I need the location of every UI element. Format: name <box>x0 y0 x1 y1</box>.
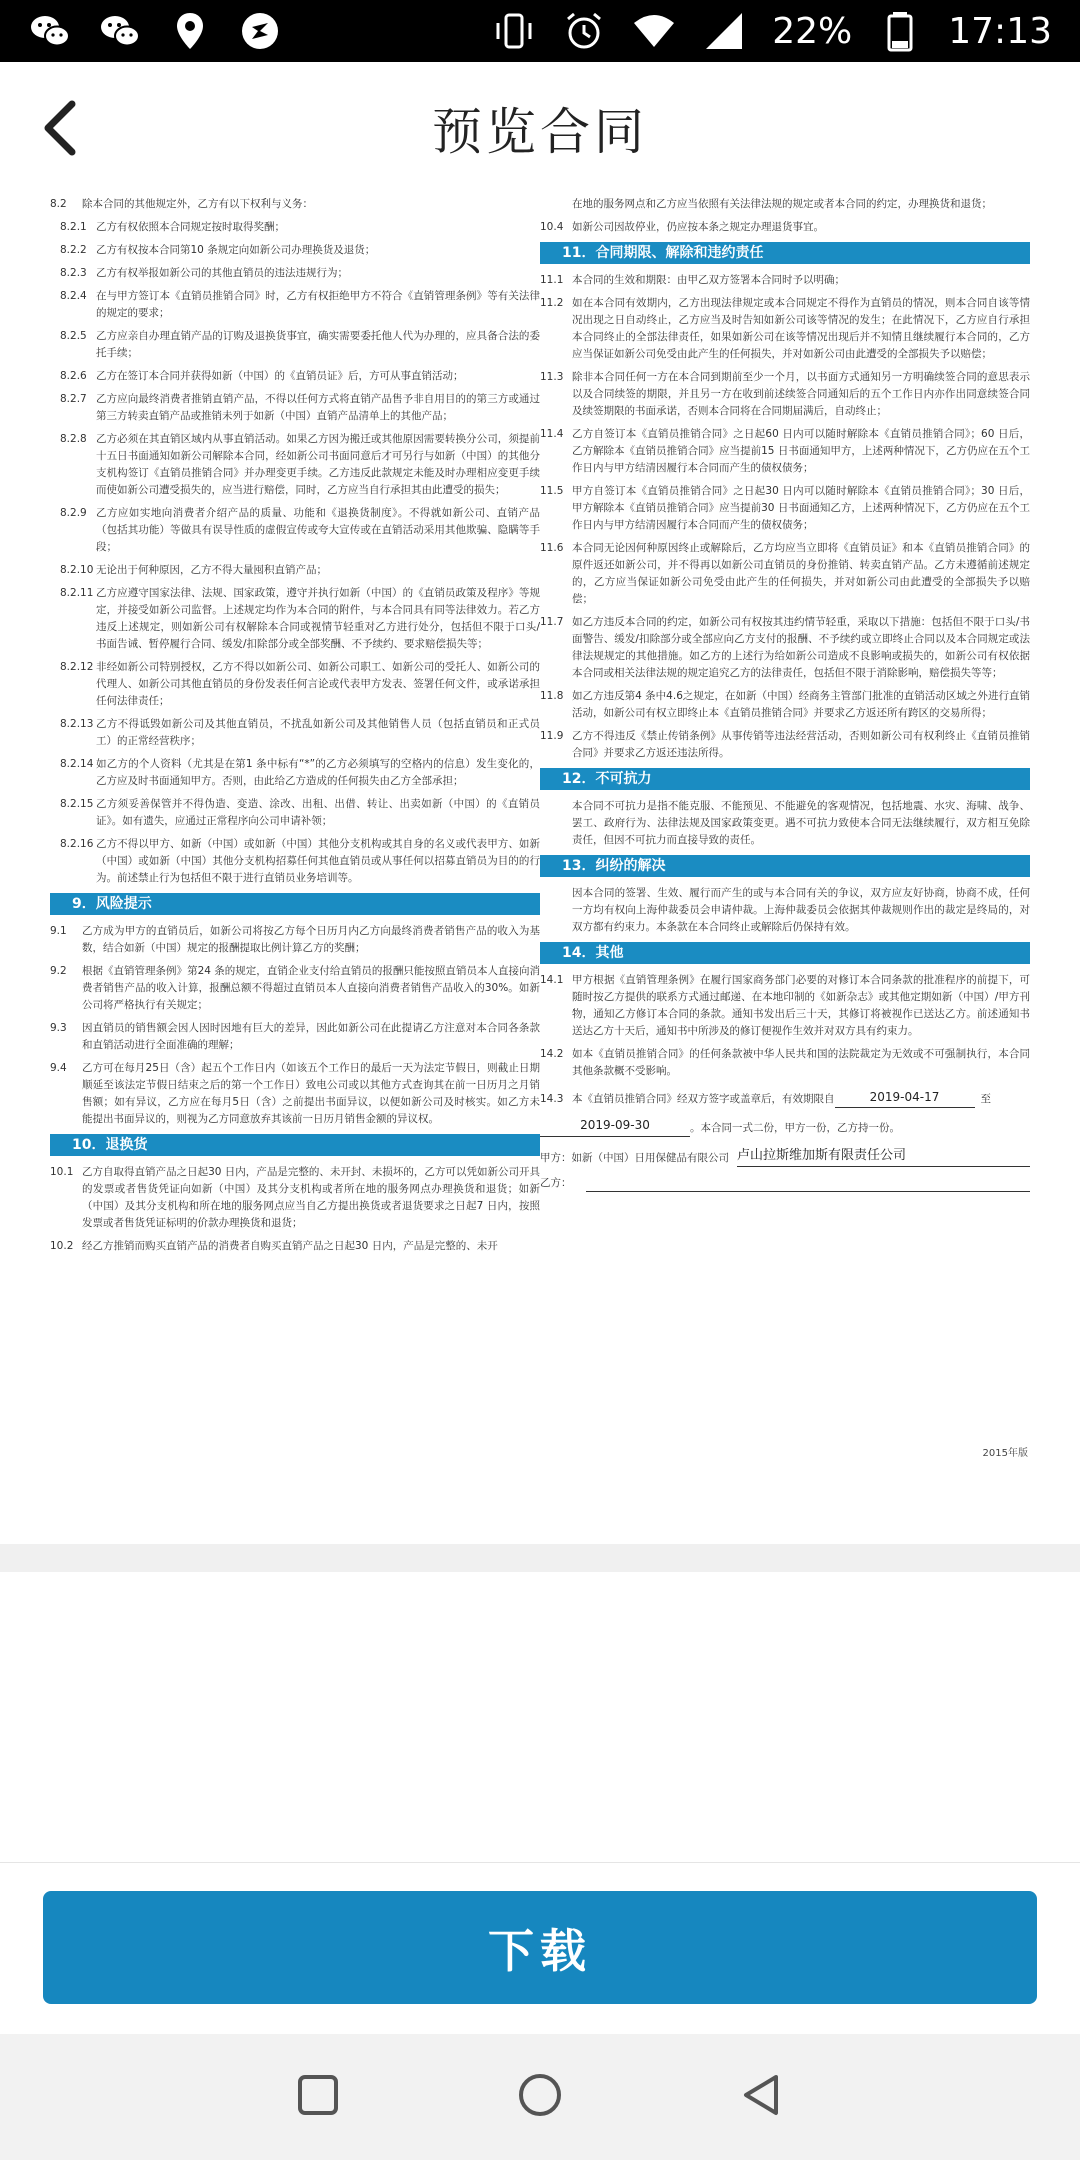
location-icon <box>168 9 212 53</box>
back-button[interactable] <box>26 90 102 166</box>
document-left-column <box>50 196 540 1261</box>
clause-8-2-1: 8.2.1 乙方有权依照本合同规定按时取得奖酬； <box>60 221 285 233</box>
clause-8-2-3: 8.2.3 乙方有权举报如新公司的其他直销员的违法违规行为； <box>60 267 348 279</box>
clause-11-5: 11.5 甲方自签订本《直销员推销合同》之日起30 日内可以随时解除本《直销员推销合同》；30 日后，甲方解除本《直销员推销合同》应当提前30 日书面通知乙方，上述两种情况下，乙方仍应在五个工作日内与甲方结清因履行本合同而产生的债权债务； <box>540 485 1030 531</box>
clause-14-3-end: 2019-09-30 。本合同一式二份，甲方一份，乙方持一份。 <box>540 1116 1030 1136</box>
signal-icon <box>702 9 746 53</box>
clause-10-1: 10.1 乙方自取得直销产品之日起30 日内，产品是完整的、未开封、未损坏的，乙方可以凭如新公司开具的发票或者售货凭证向如新（中国）及其分支机构或者所在地的服务网点办理换货和退货；如新（中国）及其分支机构和所在地的服务网点应当自乙方提出换货或者退货要求之日起7 日内，按照发票或者售货凭证标明的价款办理换货和退货； <box>50 1166 540 1229</box>
section-heading-9: 9．风险提示 <box>50 893 540 915</box>
wechat-icon <box>28 9 72 53</box>
clause-11-6: 11.6 本合同无论因何种原因终止或解除后，乙方均应当立即将《直销员证》和本《直销员推销合同》的原件返还如新公司，并不得再以如新公司直销员的身份推销、转卖直销产品。乙方未遵循前述规定的，乙方应当保证如新公司免受由此产生的任何损失，并对如新公司由此遭受的全部损失予以赔偿； <box>540 542 1030 605</box>
clause-12: 本合同不可抗力是指不能克服、不能预见、不能避免的客观情况，包括地震、水灾、海啸、战争、罢工、政府行为、法律法规及国家政策变更。遇不可抗力致使本合同无法继续履行，双方相互免除责任，但因不可抗力而直接导致的责任。 <box>572 800 1030 846</box>
page-separator <box>0 1544 1080 1572</box>
clause-10-4: 10.4 如新公司因故停业，仍应按本条之规定办理退货事宜。 <box>540 221 824 233</box>
clause-8-2-13: 8.2.13 乙方不得诋毁如新公司及其他直销员，不扰乱如新公司及其他销售人员（包括直销员和正式员工）的正常经营秩序； <box>60 718 540 747</box>
download-button[interactable]: 下载 <box>43 1891 1037 2004</box>
clause-11-9: 11.9 乙方不得违反《禁止传销条例》从事传销等违法经营活动，否则如新公司有权利终止《直销员推销合同》并要求乙方返还违法所得。 <box>540 730 1030 759</box>
clause-8-2-7: 8.2.7 乙方应向最终消费者推销直销产品，不得以任何方式将直销产品售予非自用目的的第三方或通过第三方转卖直销产品或推销未列于如新（中国）直销产品清单上的其他产品； <box>60 393 540 422</box>
blank-page-area <box>0 1572 1080 1863</box>
battery-percent: 22% <box>772 10 853 52</box>
clause-10-3-cont: 在地的服务网点和乙方应当依照有关法律法规的规定或者本合同的约定，办理换货和退货； <box>572 198 992 210</box>
version-note: 2015年版 <box>982 1448 1028 1459</box>
chevron-left-icon <box>26 90 102 166</box>
section-heading-12: 12．不可抗力 <box>540 768 1030 790</box>
clause-13: 因本合同的签署、生效、履行而产生的或与本合同有关的争议，双方应友好协商，协商不成，任何一方均有权向上海仲裁委员会申请仲裁。上海仲裁委员会依据其仲裁规则作出的裁定是终局的，对双方都有约束力。本条款在本合同终止或解除后仍保持有效。 <box>572 887 1030 933</box>
clause-14-2: 14.2 如本《直销员推销合同》的任何条款被中华人民共和国的法院裁定为无效或不可强制执行，本合同其他条款概不受影响。 <box>540 1048 1030 1077</box>
clause-14-1: 14.1 甲方根据《直销管理条例》在履行国家商务部门必要的对修订本合同条款的批准程序的前提下，可随时按乙方提供的联系方式通过邮递、在本地印制的《如新杂志》或其他定期如新（中国）/甲方刊物，通知乙方修订本合同的条款。通知书发出后三十天，其修订将被视作已送达乙方。前述通知书送达乙方十天后，通知书中所涉及的修订便视作生效并对双方具有约束力。 <box>540 974 1030 1037</box>
recent-apps-icon[interactable] <box>292 2069 344 2125</box>
clause-8-2-9: 8.2.9 乙方应如实地向消费者介绍产品的质量、功能和《退换货制度》。不得就如新公司、直销产品（包括其功能）等做具有误导性质的虚假宣传或夸大宣传或在直销活动采用其他欺骗、隐瞒等手段； <box>60 507 540 553</box>
clause-9-1: 9.1 乙方成为甲方的直销员后，如新公司将按乙方每个日历月内乙方向最终消费者销售产品的收入为基数，结合如新（中国）规定的报酬提取比例计算乙方的奖酬； <box>50 925 540 954</box>
clause-11-2: 11.2 如在本合同有效期内，乙方出现法律规定或本合同规定不得作为直销员的情况，则本合同自该等情况出现之日自动终止，乙方应当及时告知如新公司该等情况的发生；在此情况下，乙方应自行承担本合同终止的全部法律责任，如果如新公司在该等情况出现后并不知情且继续履行本合同的，乙方应当保证如新公司免受由此产生的任何损失，并对如新公司由此遭受的全部损失予以赔偿； <box>540 297 1030 360</box>
clause-8-2-2: 8.2.2 乙方有权按本合同第10 条规定向如新公司办理换货及退货； <box>60 244 376 256</box>
home-icon[interactable] <box>514 2069 566 2125</box>
status-bar <box>0 0 1080 62</box>
back-nav-icon[interactable] <box>736 2069 788 2125</box>
section-heading-10: 10．退换货 <box>50 1134 540 1156</box>
clause-8-2-10: 8.2.10 无论出于何种原因，乙方不得大量囤积直销产品； <box>60 564 327 576</box>
party-b-company: 卢山拉斯维加斯有限责任公司 <box>737 1145 1030 1167</box>
clause-11-7: 11.7 如乙方违反本合同的约定，如新公司有权按其违约情节轻重，采取以下措施：包括但不限于口头/书面警告、缓发/扣除部分或全部应向乙方支付的报酬、不予续约或立即终止合同以及本合同规定或法律法规规定的其他措施。如乙方的上述行为给如新公司造成不良影响或损失的，如新公司有权依据本合同或相关法律法规的规定追究乙方的法律责任，包括但不限于消除影响，赔偿损失等等； <box>540 616 1030 679</box>
clause-8-2: 8.2 除本合同的其他规定外，乙方有以下权利与义务： <box>50 198 313 210</box>
clause-8-2-6: 8.2.6 乙方在签订本合同并获得如新（中国）的《直销员证》后，方可从事直销活动； <box>60 370 464 382</box>
clause-14-3: 14.3 本《直销员推销合同》经双方签字或盖章后，有效期限自 2019-04-17 至 <box>540 1088 1030 1108</box>
start-date: 2019-04-17 <box>835 1088 975 1108</box>
document-right-column <box>540 196 1030 1200</box>
clause-8-2-16: 8.2.16 乙方不得以甲方、如新（中国）或如新（中国）其他分支机构或其自身的名义或代表甲方、如新（中国）或如新（中国）其他分支机构招募任何其他直销员或从事任何以招募直销员为目的的行为。前述禁止行为包括但不限于进行直销员业务培训等。 <box>60 838 540 884</box>
clause-8-2-5: 8.2.5 乙方应亲自办理直销产品的订购及退换货事宜，确实需要委托他人代为办理的，应具备合法的委托手续； <box>60 330 540 359</box>
contract-document[interactable] <box>0 194 1080 1544</box>
page-title: 预览合同 <box>432 103 648 161</box>
clause-8-2-14: 8.2.14 如乙方的个人资料（尤其是在第1 条中标有“*”的乙方必须填写的空格内的信息）发生变化的，乙方应及时书面通知甲方。否则，由此给乙方造成的任何损失由乙方全部承担； <box>60 758 540 787</box>
system-nav-bar <box>0 2034 1080 2160</box>
clause-9-4: 9.4 乙方可在每月25日（含）起五个工作日内（如该五个工作日的最后一天为法定节假日，则截止日期顺延至该法定节假日结束之后的第一个工作日）致电公司或以其他方式查询其在前一日历月之月销售额；如有异议，乙方应在每月5日（含）之前提出书面异议，以便如新公司及时核实。如乙方未能提出书面异议的，则视为乙方同意放弃其该前一日历月销售金额的异议权。 <box>50 1062 540 1125</box>
clause-10-2: 10.2 经乙方推销而购买直销产品的消费者自购买直销产品之日起30 日内，产品是完整的、未开 <box>50 1240 498 1252</box>
clause-8-2-4: 8.2.4 在与甲方签订本《直销员推销合同》时，乙方有权拒绝甲方不符合《直销管理条例》等有关法律的规定的要求； <box>60 290 540 319</box>
app-icon <box>238 9 282 53</box>
clause-11-4: 11.4 乙方自签订本《直销员推销合同》之日起60 日内可以随时解除本《直销员推销合同》；60 日后，乙方解除本《直销员推销合同》应当提前15 日书面通知甲方，上述两种情况下，乙方仍应在五个工作日内与甲方结清因履行本合同而产生的债权债务； <box>540 428 1030 474</box>
clock: 17:13 <box>948 10 1052 52</box>
party-b-line: 乙方： <box>540 1175 1030 1192</box>
clause-8-2-15: 8.2.15 乙方须妥善保管并不得伪造、变造、涂改、出租、出借、转让、出卖如新（中国）的《直销员证》。如有遗失，应通过正常程序向公司申请补领； <box>60 798 540 827</box>
alarm-icon <box>562 9 606 53</box>
section-heading-14: 14．其他 <box>540 942 1030 964</box>
wechat-icon <box>98 9 142 53</box>
clause-9-2: 9.2 根据《直销管理条例》第24 条的规定，直销企业支付给直销员的报酬只能按照直销员本人直接向消费者销售产品的收入计算，报酬总额不得超过直销员本人直接向消费者销售产品收入的30%。如新公司将严格执行有关规定； <box>50 965 540 1011</box>
clause-8-2-11: 8.2.11 乙方应遵守国家法律、法规、国家政策，遵守并执行如新（中国）的《直销员政策及程序》等规定，并接受如新公司监督。上述规定均作为本合同的附件，与本合同具有同等法律效力。若乙方违反上述规定，则如新公司有权解除本合同或视情节轻重对乙方进行处分，包括但不限于口头/书面告诫、暂停履行合同、缓发/扣除部分或全部奖酬、不予续约、要求赔偿损失等； <box>60 587 540 650</box>
end-date: 2019-09-30 <box>540 1116 690 1136</box>
party-a-line: 甲方：如新（中国）日用保健品有限公司 卢山拉斯维加斯有限责任公司 <box>540 1145 1030 1167</box>
clause-11-1: 11.1 本合同的生效和期限：由甲乙双方签署本合同时予以明确； <box>540 274 845 286</box>
clause-9-3: 9.3 因直销员的销售额会因人因时因地有巨大的差异，因此如新公司在此提请乙方注意对本合同各条款和直销活动进行全面准确的理解； <box>50 1022 540 1051</box>
clause-11-8: 11.8 如乙方违反第4 条中4.6之规定，在如新（中国）经商务主管部门批准的直销活动区域之外进行直销活动，如新公司有权立即终止本《直销员推销合同》并要求乙方返还所有跨区的交易所得； <box>540 690 1030 719</box>
app-header <box>0 62 1080 194</box>
clause-8-2-12: 8.2.12 非经如新公司特别授权，乙方不得以如新公司、如新公司职工、如新公司的受托人、如新公司的代理人、如新公司其他直销员的身份发表任何言论或代表甲方发表、签署任何文件，或承诺承担任何法律责任； <box>60 661 540 707</box>
clause-11-3: 11.3 除非本合同任何一方在本合同到期前至少一个月，以书面方式通知另一方明确续签合同的意思表示以及合同续签的期限，并且另一方在收到前述续签合同通知后的五个工作日内亦作出同意续签合同及续签期限的书面承诺，否则本合同将在合同期届满后，自动终止； <box>540 371 1030 417</box>
section-heading-11: 11．合同期限、解除和违约责任 <box>540 242 1030 264</box>
wifi-icon <box>632 9 676 53</box>
clause-8-2-8: 8.2.8 乙方必须在其直销区域内从事直销活动。如果乙方因为搬迁或其他原因需要转换分公司，须提前十五日书面通知如新公司解除本合同，经如新公司书面同意后才可另行与如新（中国）的其他分支机构签订《直销员推销合同》并办理变更手续。乙方违反此款规定未能及时办理相应变更手续而使如新公司遭受损失的，应当进行赔偿，同时，乙方应当自行承担其由此遭受的损失； <box>60 433 540 496</box>
vibrate-icon <box>492 9 536 53</box>
battery-icon <box>878 9 922 53</box>
section-heading-13: 13．纠纷的解决 <box>540 855 1030 877</box>
